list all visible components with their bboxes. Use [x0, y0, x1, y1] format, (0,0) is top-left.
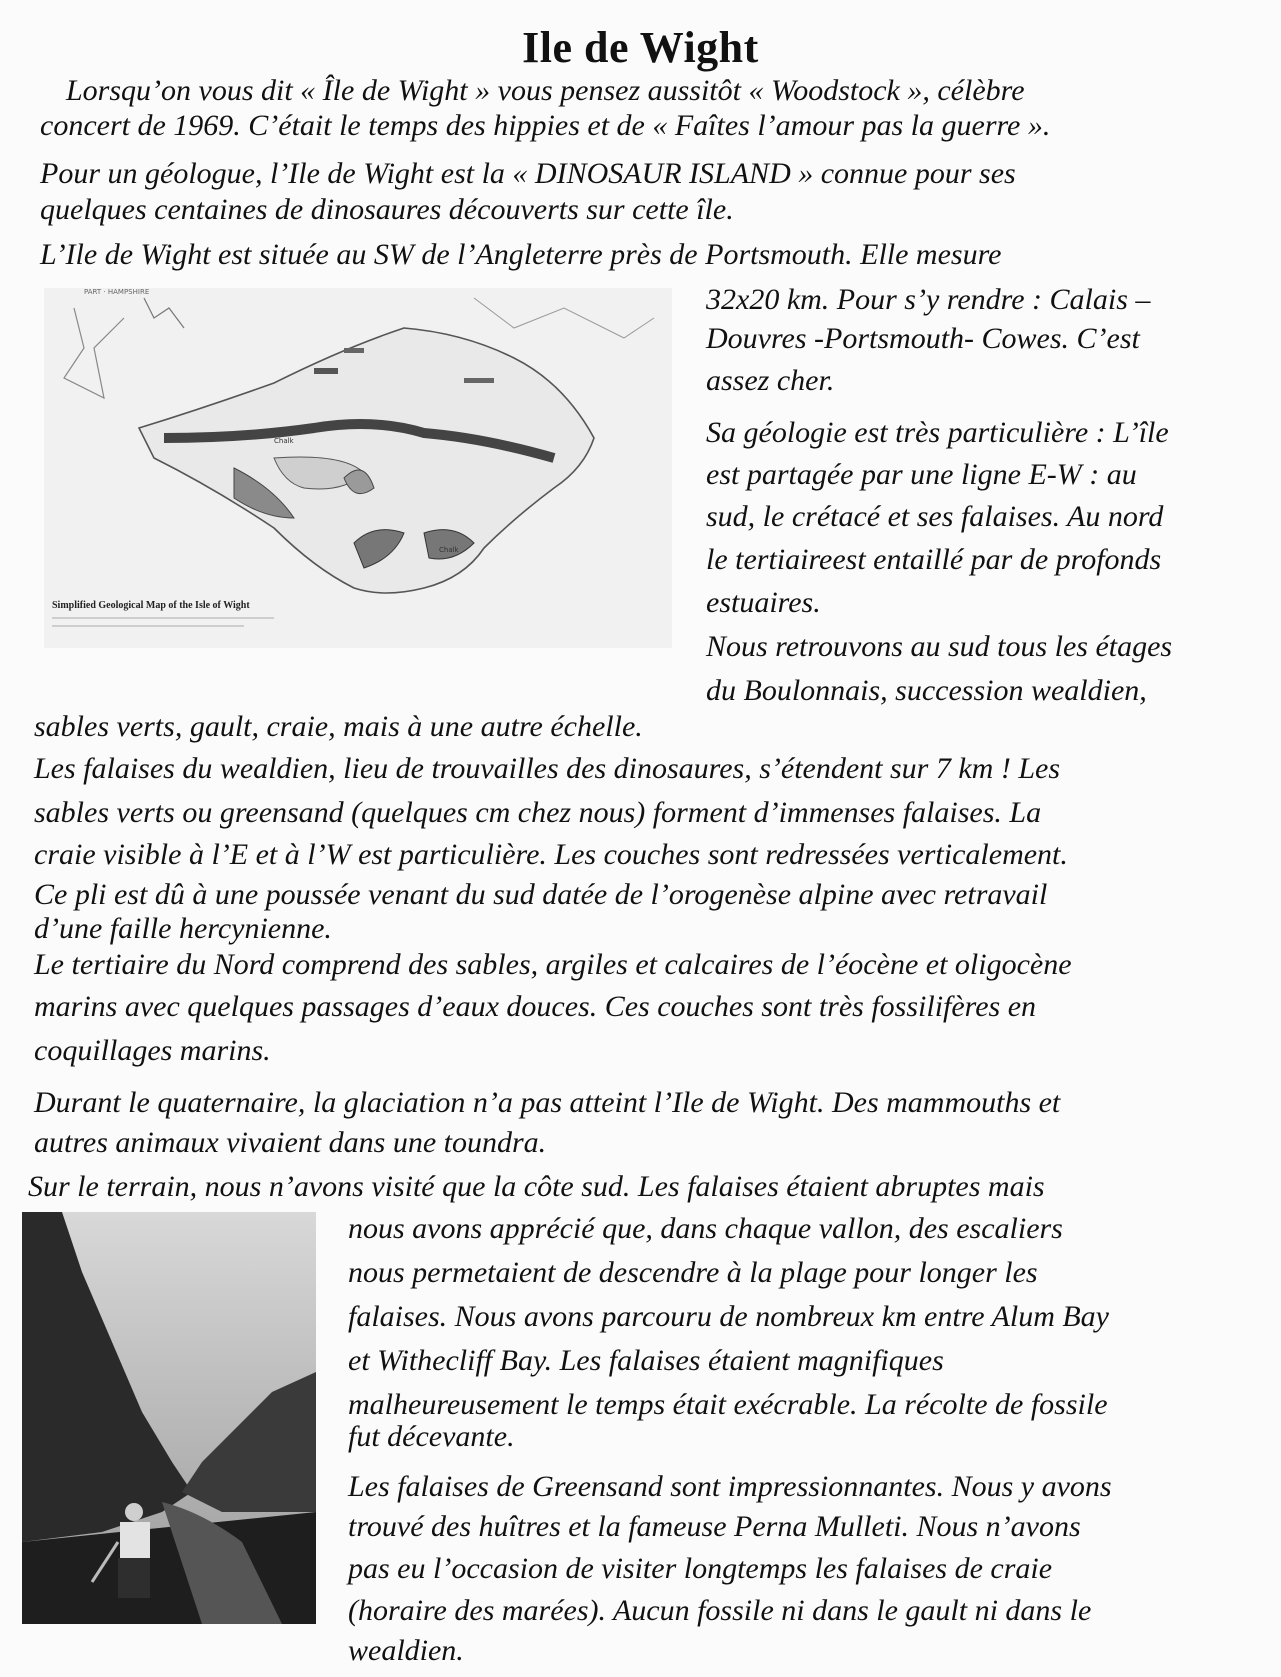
text-line: estuaires. — [706, 586, 821, 619]
text-line: concert de 1969. C’était le temps des hippies et de « Faîtes l’amour pas la guerre ». — [40, 109, 1051, 142]
text-line: 32x20 km. Pour s’y rendre : Calais – — [706, 283, 1151, 316]
text-line: sables verts ou greensand (quelques cm chez nous) forment d’immenses falaises. La — [34, 796, 1042, 829]
text-line: Lorsqu’on vous dit « Île de Wight » vous pensez aussitôt « Woodstock », célèbre — [66, 74, 1025, 107]
text-line: Sa géologie est très particulière : L’île — [706, 416, 1169, 449]
text-line: falaises. Nous avons parcouru de nombreux km entre Alum Bay — [348, 1300, 1110, 1333]
cliff-photo-image — [22, 1212, 316, 1624]
map-caption: Simplified Geological Map of the Isle of Wight — [52, 600, 250, 611]
text-line: assez cher. — [706, 364, 835, 397]
text-line: Pour un géologue, l’Ile de Wight est la « DINOSAUR ISLAND » connue pour ses — [40, 157, 1016, 190]
text-line: coquillages marins. — [34, 1034, 271, 1067]
text-line: fut décevante. — [348, 1420, 515, 1453]
cliff-photo-drawing — [22, 1212, 316, 1624]
text-line: Sur le terrain, nous n’avons visité que la côte sud. Les falaises étaient abruptes mais — [28, 1170, 1045, 1203]
text-line: (horaire des marées). Aucun fossile ni dans le gault ni dans le — [348, 1594, 1092, 1627]
page-title: Ile de Wight — [522, 23, 759, 72]
text-line: malheureusement le temps était exécrable. La récolte de fossile — [348, 1388, 1108, 1421]
text-line: pas eu l’occasion de visiter longtemps les falaises de craie — [348, 1552, 1053, 1585]
text-line: Douvres -Portsmouth- Cowes. C’est — [706, 322, 1140, 355]
text-line: le tertiaireest entaillé par de profonds — [706, 543, 1162, 576]
text-line: marins avec quelques passages d’eaux douces. Ces couches sont très fossilifères en — [34, 990, 1037, 1023]
text-line: Les falaises de Greensand sont impressionnantes. Nous y avons — [348, 1470, 1112, 1503]
text-line: nous avons apprécié que, dans chaque vallon, des escaliers — [348, 1212, 1063, 1245]
text-line: nous permetaient de descendre à la plage pour longer les — [348, 1256, 1038, 1289]
text-line: est partagée par une ligne E-W : au — [706, 458, 1137, 491]
text-line: Ce pli est dû à une poussée venant du sud datée de l’orogenèse alpine avec retravail — [34, 878, 1048, 911]
text-line: sud, le crétacé et ses falaises. Au nord — [706, 500, 1164, 533]
map-label: Chalk — [274, 437, 294, 445]
map-label: Chalk — [439, 546, 459, 554]
text-line: Les falaises du wealdien, lieu de trouvailles des dinosaures, s’étendent sur 7 km ! Les — [34, 752, 1060, 785]
geological-map-drawing — [44, 288, 672, 648]
text-line: craie visible à l’E et à l’W est particulière. Les couches sont redressées verticalement. — [34, 838, 1068, 871]
text-line: Nous retrouvons au sud tous les étages — [706, 630, 1173, 663]
text-line: trouvé des huîtres et la fameuse Perna Mulleti. Nous n’avons — [348, 1510, 1081, 1543]
text-line: wealdien. — [348, 1634, 464, 1667]
text-line: et Withecliff Bay. Les falaises étaient magnifiques — [348, 1344, 944, 1377]
text-line: quelques centaines de dinosaures découverts sur cette île. — [40, 193, 734, 226]
text-line: autres animaux vivaient dans une toundra. — [34, 1126, 547, 1159]
text-line: Le tertiaire du Nord comprend des sables, argiles et calcaires de l’éocène et oligocène — [34, 948, 1072, 981]
text-line: d’une faille hercynienne. — [34, 912, 332, 945]
map-top-label: PART · HAMPSHIRE — [84, 288, 150, 296]
text-line: L’Ile de Wight est située au SW de l’Angleterre près de Portsmouth. Elle mesure — [40, 238, 1002, 271]
text-line: du Boulonnais, succession wealdien, — [706, 674, 1147, 707]
text-line: Durant le quaternaire, la glaciation n’a pas atteint l’Ile de Wight. Des mammouths et — [34, 1086, 1061, 1119]
geological-map-image — [44, 288, 672, 648]
text-line: sables verts, gault, craie, mais à une autre échelle. — [34, 710, 643, 743]
